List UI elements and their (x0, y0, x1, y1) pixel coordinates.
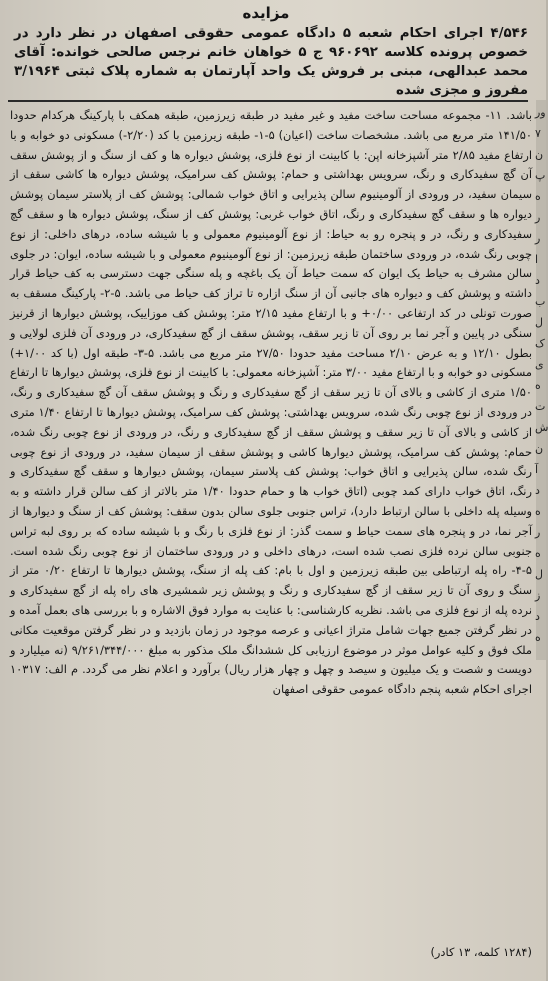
adjacent-column-fragment: ر (535, 526, 541, 539)
adjacent-column-fragment: ن (535, 148, 544, 161)
adjacent-column-strip (536, 100, 546, 660)
adjacent-column-fragment: ه (535, 190, 541, 203)
adjacent-column-fragment: ش (535, 421, 548, 434)
adjacent-column-fragment: ور (535, 106, 546, 119)
adjacent-column-fragment: ا (535, 253, 539, 266)
adjacent-column-fragment: پ (535, 169, 546, 182)
adjacent-column-fragment: ب (535, 295, 546, 308)
adjacent-column-fragment: ۷ (535, 127, 541, 140)
adjacent-column-fragment: ی (535, 358, 544, 371)
adjacent-column-fragment: ر (535, 232, 541, 245)
adjacent-column-fragment: ر (535, 211, 541, 224)
adjacent-column-fragment: ه (535, 379, 541, 392)
notice-body: باشد. ۱۱- مجموعه مساحت ساخت مفید و غیر مفید در طبقه زیرزمین، طبقه همکف با پارکینگ هرکدام حدودا ۱۴۱/۵۰ متر مربع می باشد. مشخصات ساخت (اعیان) ۵-۱- طبقه زیرزمین با کد (۲/۲۰-) مسکونی دو خوابه و با ارتفاع مفید ۲/۸۵ متر آشپزخانه اپن: با کابینت از نوع فلزی، پوشش دیواره ها و کف از سنگ و از پوشش سقف آن گچ سفیدکاری و رنگ، سرویس بهداشتی و حمام: پوشش کف سرامیک، پوشش دیواره ها کاشی سقف از سیمان سفید، در ورودی از آلومینیوم سالن پذیرایی و اتاق خواب شمالی: پوشش کف از پلاستر سیمان پوشش دیواره ها و سقف گچ سفیدکاری و رنگ، اتاق خواب غربی: پوشش کف از سنگ، پوشش دیواره ها و سقف گچ سفیدکاری و رنگ، در و پنجره رو به حیاط: از نوع آلومینیوم معمولی و با شیشه ساده، درهای داخلی: از نوع چوبی رنگ شده، در ورودی ساختمان طبقه زیرزمین: از نوع آلومینیوم معمولی و با شیشه ساده، ایوان: در جلوی سالن مشرف به حیاط یک ایوان که سمت حیاط آن یک باغچه و پله سنگی جهت دسترسی به کف حیاط قرار داشته و پوشش کف و دیواره های جانبی آن از سنگ ازاره تا تراز کف حیاط می باشد. ۵-۲- پارکینگ مسقف به صورت تونلی در کد ارتفاعی ۰/۰۰+ و با ارتفاع مفید ۲/۱۵ متر: پوشش کف موزاییک، پوشش دیوارها از قرنیز سنگی در پایین و آجر نما بر روی آن تا زیر سقف، پوشش سقف از گچ سفیدکاری، در ورودی آن فلزی لولایی و بطول ۱۲/۱۰ و به عرض ۲/۱۰ مساحت مفید حدودا ۲۷/۵۰ متر مربع می باشد. ۵-۳- طبقه اول (با کد ۱/۰۰+) مسکونی دو خوابه و با ارتفاع مفید ۳/۰۰ متر: آشپزخانه معمولی: با کابینت از نوع فلزی، پوشش دیوارها تا ارتفاع ۱/۵۰ متری از کاشی و بالای آن تا زیر سقف از گچ سفیدکاری و رنگ و پوشش سقف آن گچ سفیدکاری و رنگ، در ورودی از نوع چوبی رنگ شده، سرویس بهداشتی: پوشش کف سرامیک، پوشش دیوارها تا ارتفاع ۱/۴۰ متری از کاشی و بالای آن تا زیر سقف و پوشش سقف از گچ سفیدکاری و رنگ، در ورودی از نوع چوبی رنگ شده، حمام: پوشش کف سرامیک، پوشش دیوارها کاشی و پوشش سقف از سیمان سفید، در ورودی از نوع چوبی رنگ شده، سالن پذیرایی و اتاق خواب: پوشش کف پلاستر سیمان، پوشش دیوارها و سقف گچ سفیدکاری و رنگ، اتاق خواب دارای کمد چوبی (اتاق خواب ها و حمام حدودا ۱/۴۰ متر بالاتر از کف سالن قرار داشته و به وسیله پله داخلی با سالن ارتباط دارد)، تراس جنوبی جلوی سالن بدون سقف: پوشش کف از سنگ و دیوارها از آجر نما، در و پنجره های سمت حیاط و سمت گذر: از نوع فلزی با رنگ و با شیشه ساده که بر روی لبه تراس جنوبی سالن نرده فلزی نصب شده است، درهای داخلی و در ورودی ساختمان از نوع چوبی رنگ شده است. ۵-۴- راه پله ارتباطی بین طبقه زیرزمین و اول با بام: کف پله از سنگ، پوشش دیوارها تا ارتفاع ۰/۲۰ متر از سنگ و روی آن تا زیر سقف از گچ سفیدکاری و رنگ و پوشش زیر شمشیری های راه پله از گچ سفیدکاری و نرده پله از نوع فلزی می باشد. نظریه کارشناسی: با عنایت به موارد فوق الاشاره و با بررسی های بعمل آمده و در نظر گرفتن جمیع جهات شامل متراژ اعیانی و عرصه موجود در زمان بازدید و در نظر گرفتن موقعیت مکانی ملک فوق و کلیه عوامل موثر در موضوع ارزیابی کل ششدانگ ملک مذکور به مبلغ ۹/۲۶۱/۳۴۴/۰۰۰ (نه میلیارد و دویست و شصت و یک میلیون و سیصد و چهل و چهار هزار ریال) برآورد و اعلام نظر می گردد. م الف: ۱۰۳۱۷ اجرای احکام شعبه پنجم دادگاه عمومی حقوقی اصفهان (10, 108, 533, 697)
adjacent-column-fragment: ل (535, 316, 543, 329)
adjacent-column-fragment: ن (535, 442, 544, 455)
adjacent-column-fragment: ه (535, 505, 541, 518)
notice-intro: ۴/۵۴۶ اجرای احکام شعبه ۵ دادگاه عمومی حقوقی اصفهان در نظر دارد در خصوص پرونده کلاسه ۹۶۰۶۹۲ ج ۵ خواهان خانم نرجس صالحی خوانده: آقای محمد عبدالهی، مبنی بر فروش یک واحد آپارتمان به شماره پلاک ثبتی ۳/۱۹۶۴ مفروز و مجزی شده (14, 26, 528, 98)
adjacent-column-fragment: د (535, 274, 540, 287)
adjacent-column-fragment: ک (535, 337, 545, 350)
adjacent-column-fragment: ه (535, 631, 541, 644)
divider-line (8, 100, 528, 102)
adjacent-column-fragment: د (535, 610, 540, 623)
adjacent-column-fragment: ت (535, 400, 546, 413)
adjacent-column-fragment: ز (535, 589, 541, 602)
adjacent-column-fragment: ه (535, 547, 541, 560)
adjacent-column-fragment: ل (535, 568, 543, 581)
adjacent-column-fragment: د (535, 484, 540, 497)
adjacent-column-fragment: آ (535, 463, 539, 476)
notice-title: مزایده (242, 4, 290, 22)
word-count-note: (۱۲۸۴ کلمه، ۱۳ کادر) (430, 945, 532, 959)
